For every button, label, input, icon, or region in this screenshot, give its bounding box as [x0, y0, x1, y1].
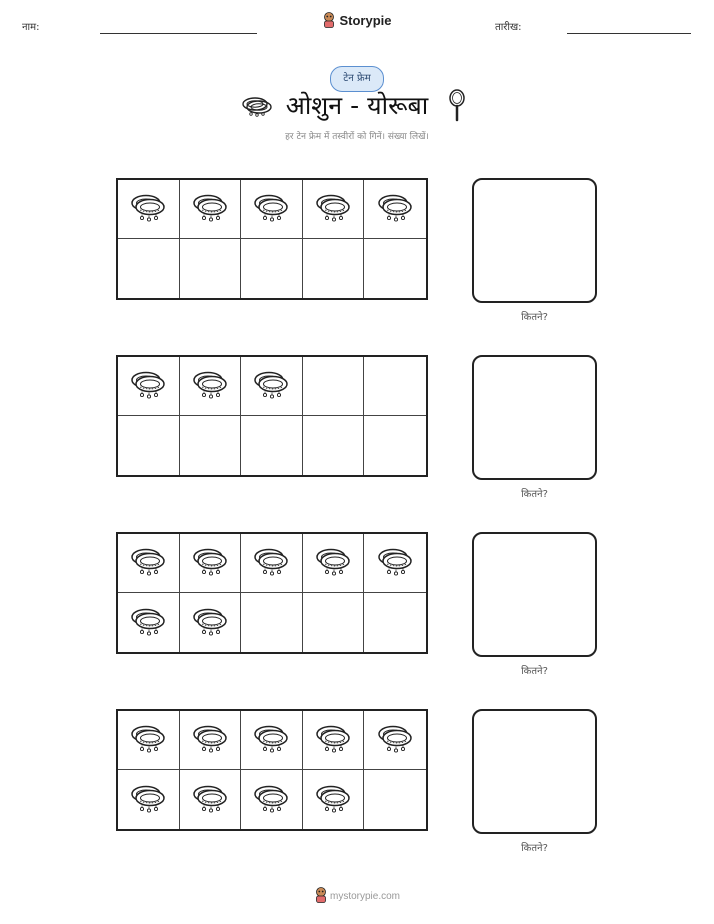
bangle-icon: [128, 190, 168, 228]
ten-frame: [116, 709, 428, 831]
ten-frame-cell: [364, 239, 426, 298]
ten-frame-cell: [118, 357, 180, 416]
ten-frame-cell: [364, 711, 426, 770]
bangle-icon: [251, 544, 291, 582]
ten-frame-cell: [180, 357, 242, 416]
date-label: तारीख:: [495, 22, 522, 33]
bangle-icon: [190, 544, 230, 582]
ten-frame-cell: [180, 239, 242, 298]
brand-logo: [0, 12, 714, 31]
ten-frame-cell: [303, 534, 365, 593]
ten-frame-cell: [180, 770, 242, 829]
answer-prompt: कितने?: [521, 666, 548, 677]
ten-frame-cell: [364, 534, 426, 593]
ten-frame-cell: [303, 239, 365, 298]
topic-badge: टेन फ्रेम: [330, 66, 384, 92]
ten-frame-cell: [364, 416, 426, 475]
ten-frame-cell: [241, 357, 303, 416]
ten-frame: [116, 355, 428, 477]
ten-frame-cell: [241, 416, 303, 475]
bangle-icon: [128, 367, 168, 405]
name-label: नाम:: [22, 22, 40, 33]
bangle-icon: [190, 190, 230, 228]
ten-frame-cell: [241, 593, 303, 652]
ten-frame-cell: [364, 770, 426, 829]
ten-frame-cell: [364, 357, 426, 416]
ten-frame-cell: [241, 711, 303, 770]
bangle-icon: [190, 781, 230, 819]
answer-box[interactable]: [472, 532, 597, 657]
bangle-icon: [313, 721, 353, 759]
answer-box[interactable]: [472, 709, 597, 834]
ten-frame-cell: [118, 593, 180, 652]
ten-frame-cell: [118, 239, 180, 298]
bangle-icon: [128, 721, 168, 759]
ten-frame-cell: [303, 711, 365, 770]
page-title: ओशुन - योरूबा: [285, 91, 429, 120]
bangle-icon: [313, 190, 353, 228]
bangle-icon: [128, 544, 168, 582]
ten-frame: [116, 532, 428, 654]
bangle-icon: [190, 721, 230, 759]
bangle-icon: [128, 781, 168, 819]
ten-frame-cell: [118, 180, 180, 239]
bangle-icon: [128, 604, 168, 642]
ten-frame-cell: [303, 770, 365, 829]
ten-frame-cell: [241, 239, 303, 298]
ten-frame-cell: [180, 593, 242, 652]
bangle-icon: [375, 721, 415, 759]
answer-box[interactable]: [472, 355, 597, 480]
name-line[interactable]: [100, 33, 257, 34]
ten-frame-cell: [303, 593, 365, 652]
bangle-icon: [313, 544, 353, 582]
bangle-icon: [375, 190, 415, 228]
ten-frame-cell: [118, 711, 180, 770]
instructions: हर टेन फ्रेम में तस्वीरों को गिनें। संख्या लिखें।: [285, 132, 429, 142]
ten-frame-cell: [303, 357, 365, 416]
ten-frame-cell: [118, 416, 180, 475]
footer-site[interactable]: mystorypie.com: [329, 891, 400, 902]
ten-frame-cell: [303, 180, 365, 239]
footer: [0, 887, 714, 906]
ten-frame-cell: [180, 180, 242, 239]
ten-frame-cell: [241, 534, 303, 593]
ten-frame-cell: [241, 180, 303, 239]
ten-frame-cell: [241, 770, 303, 829]
answer-prompt: कितने?: [521, 843, 548, 854]
hand-mirror-icon: [447, 89, 467, 127]
ten-frame-cell: [118, 770, 180, 829]
bangle-icon: [190, 604, 230, 642]
ten-frame-cell: [118, 534, 180, 593]
bangle-icon: [313, 781, 353, 819]
bangle-icon: [251, 190, 291, 228]
ten-frame-cell: [364, 180, 426, 239]
ten-frame: [116, 178, 428, 300]
ten-frame-cell: [180, 711, 242, 770]
bangle-icon: [251, 721, 291, 759]
answer-box[interactable]: [472, 178, 597, 303]
brand-name: Storypie: [339, 13, 392, 28]
ten-frame-cell: [364, 593, 426, 652]
ten-frame-cell: [303, 416, 365, 475]
bangle-icon: [251, 781, 291, 819]
storypie-mascot-icon: [314, 887, 328, 906]
answer-prompt: कितने?: [521, 489, 548, 500]
ten-frame-cell: [180, 416, 242, 475]
bangle-icon: [251, 367, 291, 405]
date-line[interactable]: [567, 33, 691, 34]
bangle-icon: [190, 367, 230, 405]
storypie-mascot-icon: [322, 12, 336, 31]
ten-frame-cell: [180, 534, 242, 593]
answer-prompt: कितने?: [521, 312, 548, 323]
bangle-icon: [375, 544, 415, 582]
